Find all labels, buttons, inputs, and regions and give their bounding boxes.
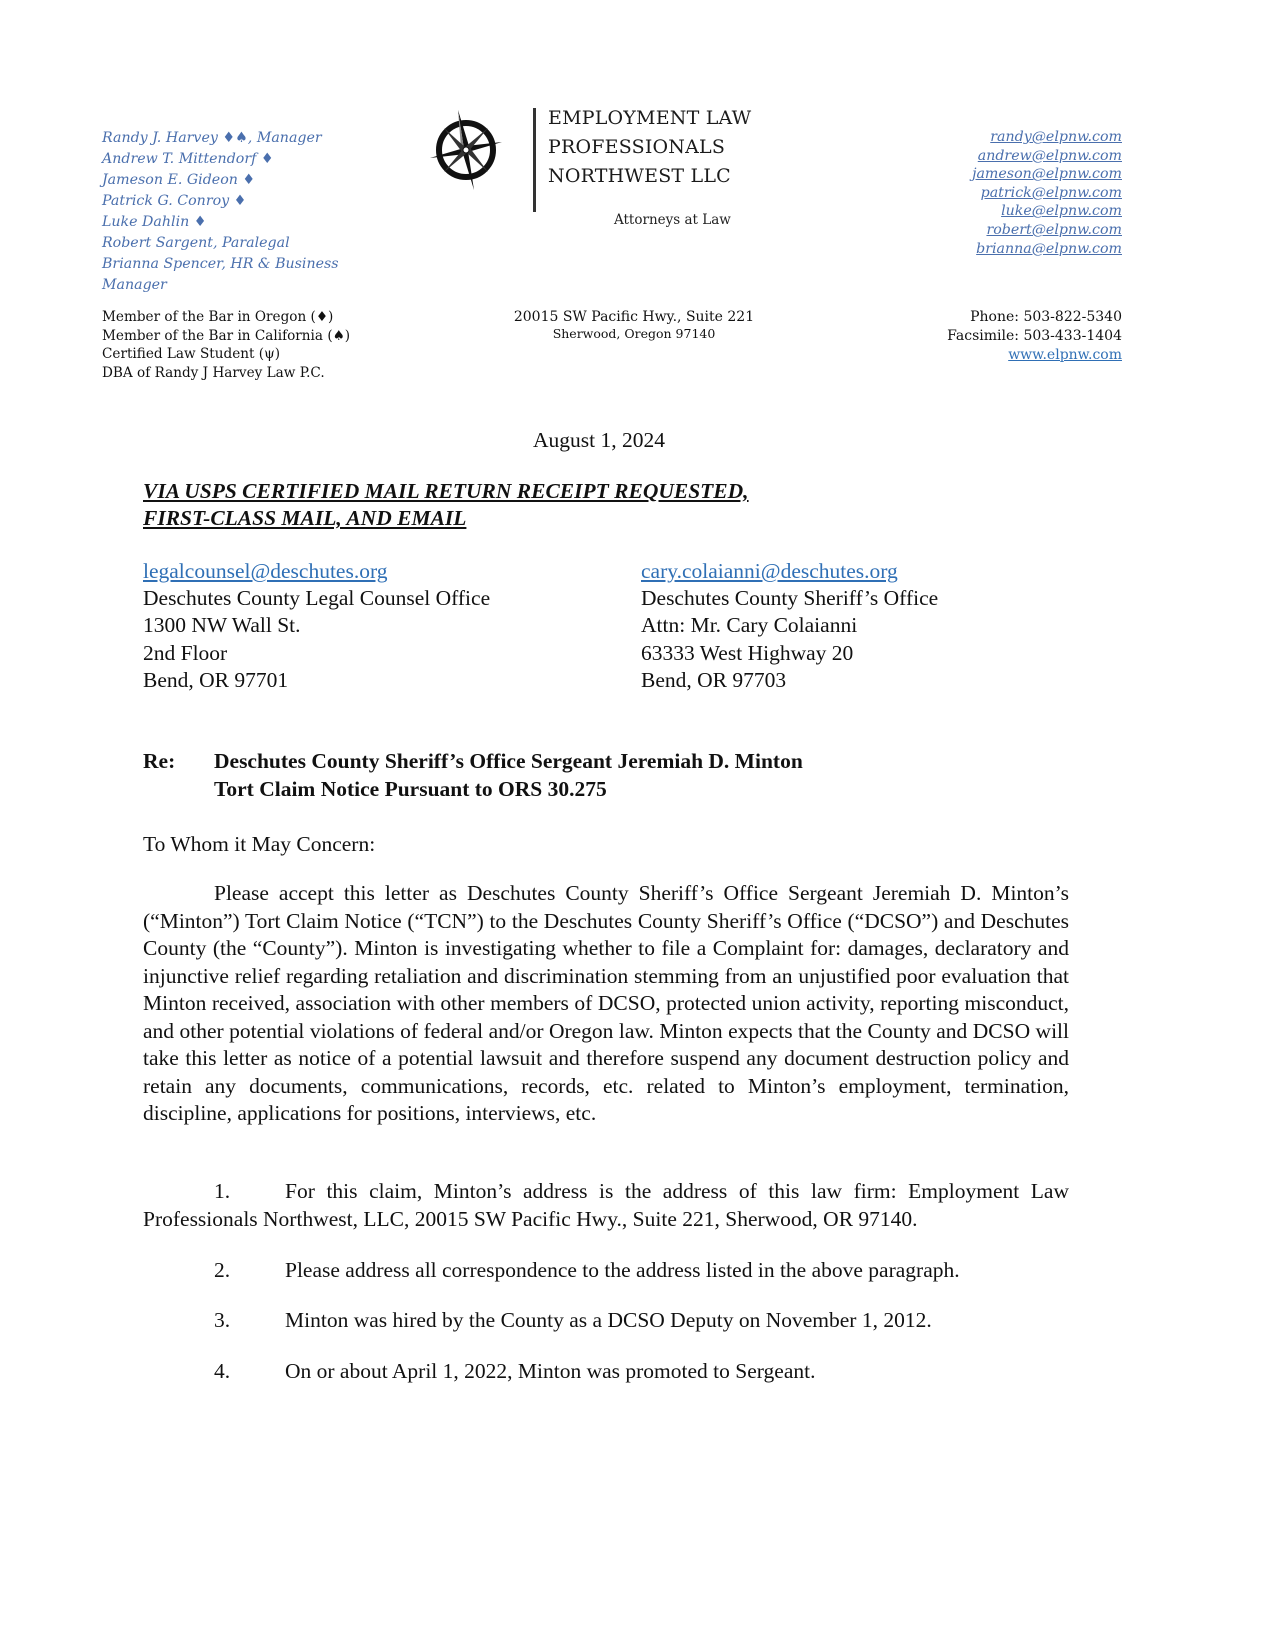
item-number: 1. xyxy=(214,1179,231,1203)
staff-member: Randy J. Harvey ♦♠, Manager xyxy=(102,130,322,146)
staff-emails xyxy=(972,128,1122,258)
staff-member: Luke Dahlin ♦ xyxy=(102,214,207,230)
website-link[interactable]: www.elpnw.com xyxy=(1008,346,1122,363)
item-text: Minton was hired by the County as a DCSO Deputy on November 1, 2012. xyxy=(285,1308,932,1332)
bar-legend-line: Member of the Bar in Oregon (♦) xyxy=(102,309,334,325)
recipient-line: 63333 West Highway 20 xyxy=(641,640,854,665)
recipient-email-link[interactable]: cary.colaianni@deschutes.org xyxy=(641,559,898,583)
letterhead-divider xyxy=(533,108,536,212)
staff-list xyxy=(102,128,402,296)
recipient-legal-counsel xyxy=(143,558,490,694)
item-number: 3. xyxy=(214,1308,231,1332)
staff-member: Brianna Spencer, HR & Business Manager xyxy=(102,256,339,293)
recipient-line: Attn: Mr. Cary Colaianni xyxy=(641,613,858,638)
staff-member: Jameson E. Gideon ♦ xyxy=(102,172,256,188)
recipient-line: Bend, OR 97701 xyxy=(143,667,289,692)
email-link[interactable]: andrew@elpnw.com xyxy=(977,147,1122,164)
letter-date: August 1, 2024 xyxy=(533,428,665,452)
delivery-line: FIRST-CLASS MAIL, AND EMAIL xyxy=(143,506,467,530)
numbered-item xyxy=(143,1307,1069,1335)
email-link[interactable]: brianna@elpnw.com xyxy=(976,240,1122,257)
bar-legend-line: Member of the Bar in California (♠) xyxy=(102,327,351,344)
firm-name-line: NORTHWEST LLC xyxy=(548,165,731,187)
subject-line: Tort Claim Notice Pursuant to ORS 30.275 xyxy=(214,776,607,801)
recipient-line: Deschutes County Sheriff’s Office xyxy=(641,586,939,611)
numbered-item xyxy=(143,1257,1069,1285)
subject-label: Re: xyxy=(143,749,176,773)
recipient-line: 1300 NW Wall St. xyxy=(143,613,301,638)
item-number: 2. xyxy=(214,1258,231,1282)
firm-contact xyxy=(947,308,1122,364)
numbered-item xyxy=(143,1358,1069,1386)
subject-line: Deschutes County Sheriff’s Office Sergeant Jeremiah D. Minton xyxy=(214,749,803,773)
item-text: Please address all correspondence to the address listed in the above paragraph. xyxy=(285,1258,960,1282)
delivery-method xyxy=(143,478,749,532)
recipient-sheriff-office xyxy=(641,558,938,694)
email-link[interactable]: luke@elpnw.com xyxy=(1001,203,1122,220)
address-line: Sherwood, Oregon 97140 xyxy=(552,326,716,341)
intro-paragraph-text: Please accept this letter as Deschutes County Sheriff’s Office Sergeant Jeremiah D. Minton’s (“Minton”) Tort Claim Notice (“TCN”) to the Deschutes County Sheriff’s Office (“DCSO”) and Deschutes County (the “County”). Minton is investigating whether to file a Complaint for: damages, declaratory and injunctive relief regarding retaliation and discrimination stemming from an unjustified poor evaluation that Minton received, association with other members of DCSO, protected union activity, reporting misconduct, and other potential violations of federal and/or Oregon law. Minton expects that the County and DCSO will take this letter as notice of a potential lawsuit and therefore suspend any document destruction policy and retain any documents, communications, records, etc. related to Minton’s employment, termination, discipline, applications for positions, interviews, etc. xyxy=(143,881,1069,1125)
salutation: To Whom it May Concern: xyxy=(143,832,376,856)
intro-paragraph xyxy=(143,880,1069,1128)
recipient-email-link[interactable]: legalcounsel@deschutes.org xyxy=(143,559,388,583)
email-link[interactable]: jameson@elpnw.com xyxy=(972,166,1122,183)
recipient-line: 2nd Floor xyxy=(143,640,228,665)
email-link[interactable]: robert@elpnw.com xyxy=(986,221,1122,238)
address-line: 20015 SW Pacific Hwy., Suite 221 xyxy=(513,309,755,325)
firm-name-line: EMPLOYMENT LAW xyxy=(548,107,752,129)
staff-member: Patrick G. Conroy ♦ xyxy=(102,193,247,209)
bar-legend-line: DBA of Randy J Harvey Law P.C. xyxy=(102,364,325,381)
item-text: On or about April 1, 2022, Minton was promoted to Sergeant. xyxy=(285,1359,816,1383)
phone-number: Phone: 503-822-5340 xyxy=(970,309,1122,325)
compass-rose-icon xyxy=(428,108,504,192)
firm-address xyxy=(494,308,774,342)
recipient-line: Deschutes County Legal Counsel Office xyxy=(143,586,491,611)
firm-name xyxy=(548,104,751,191)
email-link[interactable]: randy@elpnw.com xyxy=(990,129,1122,145)
numbered-item xyxy=(143,1178,1069,1233)
item-number: 4. xyxy=(214,1359,231,1383)
firm-name-line: PROFESSIONALS xyxy=(548,136,726,158)
bar-legend xyxy=(102,308,350,382)
staff-member: Andrew T. Mittendorf ♦ xyxy=(102,151,274,167)
firm-tagline: Attorneys at Law xyxy=(614,212,731,228)
email-link[interactable]: patrick@elpnw.com xyxy=(980,184,1122,201)
staff-member: Robert Sargent, Paralegal xyxy=(102,235,290,251)
delivery-line: VIA USPS CERTIFIED MAIL RETURN RECEIPT REQUESTED, xyxy=(143,479,749,503)
bar-legend-line: Certified Law Student (ψ) xyxy=(102,346,281,363)
recipient-line: Bend, OR 97703 xyxy=(641,667,787,692)
fax-number: Facsimile: 503-433-1404 xyxy=(947,327,1122,344)
item-text: For this claim, Minton’s address is the address of this law firm: Employment Law Professionals Northwest, LLC, 20015 SW Pacific Hwy., Suite 221, Sherwood, OR 97140. xyxy=(143,1179,1069,1231)
